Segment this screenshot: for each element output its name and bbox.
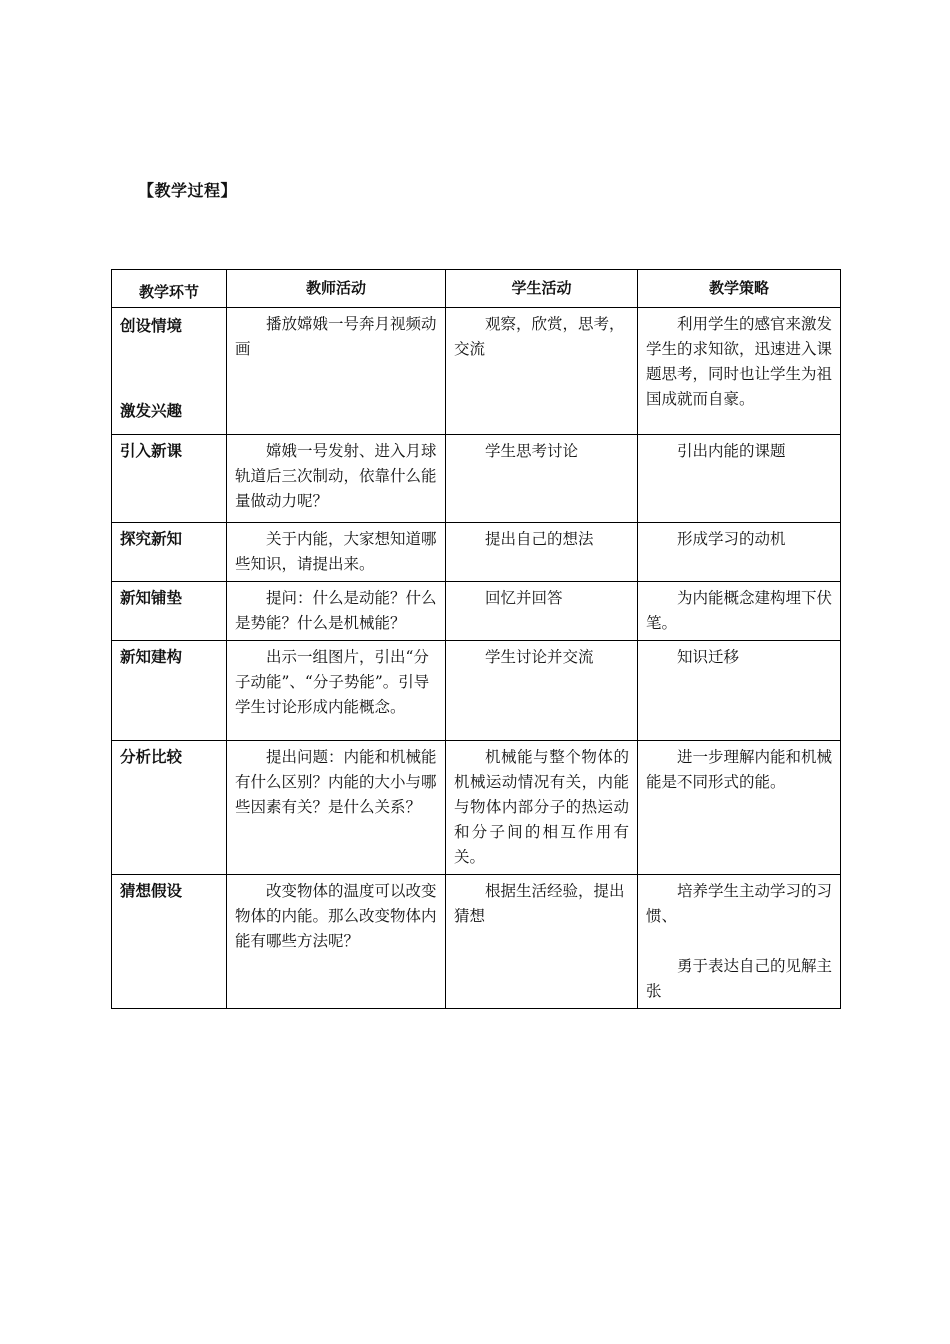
row-teacher-activity: 提出问题：内能和机械能有什么区别？内能的大小与哪些因素有关？是什么关系？ — [227, 741, 446, 875]
row-teacher-activity: 出示一组图片，引出“分子动能”、“分子势能”。引导学生讨论形成内能概念。 — [227, 641, 446, 741]
row-strategy: 引出内能的课题 — [638, 435, 841, 523]
row-stage: 引入新课 — [112, 435, 227, 523]
row-student-activity: 机械能与整个物体的机械运动情况有关，内能与物体内部分子的热运动和分子间的相互作用有关。 — [446, 741, 638, 875]
header-student-activity: 学生活动 — [446, 270, 638, 308]
row-student-activity: 学生思考讨论 — [446, 435, 638, 523]
table-row — [112, 582, 841, 641]
row-teacher-activity: 嫦娥一号发射、进入月球轨道后三次制动，依靠什么能量做动力呢？ — [227, 435, 446, 523]
row-strategy: 进一步理解内能和机械能是不同形式的能。 — [638, 741, 841, 875]
row-stage: 分析比较 — [112, 741, 227, 875]
row-stage: 新知铺垫 — [112, 582, 227, 641]
row-student-activity: 回忆并回答 — [446, 582, 638, 641]
row-teacher-activity: 提问：什么是动能？什么是势能？什么是机械能？ — [227, 582, 446, 641]
row-strategy: 为内能概念建构埋下伏笔。 — [638, 582, 841, 641]
table-header-row — [112, 270, 841, 308]
row-strategy: 形成学习的动机 — [638, 523, 841, 582]
row-student-activity: 学生讨论并交流 — [446, 641, 638, 741]
header-stage: 教学环节 — [112, 270, 227, 308]
row-stage: 猜想假设 — [112, 875, 227, 1009]
row-student-activity: 观察，欣赏，思考，交流 — [446, 308, 638, 435]
row-teacher-activity: 关于内能，大家想知道哪些知识，请提出来。 — [227, 523, 446, 582]
row-stage: 探究新知 — [112, 523, 227, 582]
row-stage — [112, 308, 227, 435]
table-row — [112, 641, 841, 741]
header-strategy: 教学策略 — [638, 270, 841, 308]
stage-line-1: 创设情境 — [120, 317, 183, 335]
table-row — [112, 308, 841, 435]
strategy-part-2: 勇于表达自己的见解主张 — [646, 957, 833, 1000]
header-teacher-activity: 教师活动 — [227, 270, 446, 308]
row-student-activity: 根据生活经验，提出猜想 — [446, 875, 638, 1009]
table-row — [112, 523, 841, 582]
teaching-process-table — [111, 269, 841, 1009]
row-strategy: 知识迁移 — [638, 641, 841, 741]
row-strategy: 利用学生的感官来激发学生的求知欲，迅速进入课题思考，同时也让学生为祖国成就而自豪。 — [638, 308, 841, 435]
table-row — [112, 435, 841, 523]
table-row — [112, 741, 841, 875]
section-title: 【教学过程】 — [138, 181, 238, 200]
row-teacher-activity: 播放嫦娥一号奔月视频动画 — [227, 308, 446, 435]
strategy-part-1: 培养学生主动学习的习惯、 — [646, 882, 833, 925]
row-student-activity: 提出自己的想法 — [446, 523, 638, 582]
row-stage: 新知建构 — [112, 641, 227, 741]
row-teacher-activity: 改变物体的温度可以改变物体的内能。那么改变物体内能有哪些方法呢？ — [227, 875, 446, 1009]
stage-line-2: 激发兴趣 — [120, 402, 183, 420]
row-strategy — [638, 875, 841, 1009]
table-row — [112, 875, 841, 1009]
